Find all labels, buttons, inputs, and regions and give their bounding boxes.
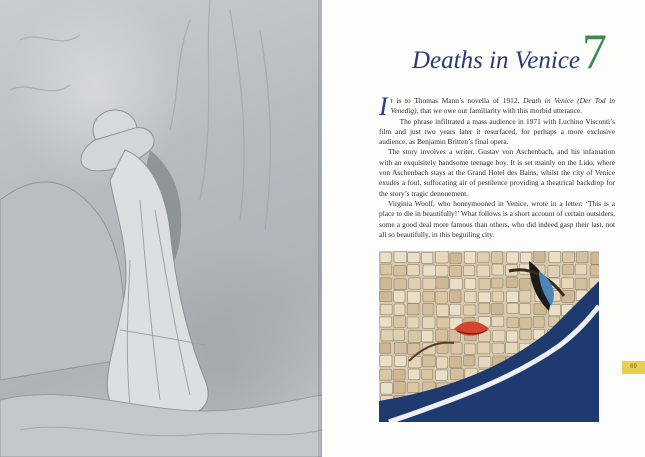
mosaic-tile <box>492 252 503 264</box>
mosaic-tile <box>381 383 393 395</box>
mosaic-tile <box>591 253 599 264</box>
mosaic-tile <box>395 355 406 366</box>
mosaic-tile <box>491 278 503 288</box>
mosaic-illustration <box>379 251 599 422</box>
mosaic-tile <box>575 278 587 289</box>
mosaic-tile <box>408 331 421 343</box>
mosaic-tile <box>409 278 421 289</box>
mosaic-tile <box>450 369 463 380</box>
mosaic-tile <box>519 290 531 302</box>
mosaic-tile <box>493 330 505 341</box>
mosaic-tile <box>394 279 406 290</box>
mosaic-tile <box>505 342 518 353</box>
mosaic-tile <box>549 304 561 315</box>
mosaic-tile <box>507 303 519 313</box>
mosaic-tile <box>421 330 433 342</box>
mosaic-tile <box>533 316 544 327</box>
intro-text-start: t is to Thomas Mann’s novella of 1912, <box>390 96 524 105</box>
mosaic-tile <box>450 279 463 290</box>
mosaic-tile <box>521 252 532 262</box>
mosaic-tile <box>464 305 476 315</box>
mosaic-tile <box>393 329 405 340</box>
mosaic-tile <box>436 370 448 380</box>
mosaic-tile <box>478 357 490 368</box>
mosaic-tile <box>507 331 518 342</box>
mosaic-tile <box>437 305 449 317</box>
mosaic-tile <box>478 303 489 313</box>
mosaic-tile <box>464 252 475 264</box>
mosaic-tile <box>562 278 574 289</box>
paragraph-intro <box>379 92 615 121</box>
mosaic-tile <box>394 265 406 276</box>
mosaic-tile <box>533 251 545 262</box>
mosaic-tile <box>507 317 518 327</box>
mosaic-tile <box>437 318 450 328</box>
mosaic-tile <box>436 329 448 341</box>
page-number-tab: 69 <box>622 361 645 374</box>
chapter-title: Deaths in Venice <box>412 47 581 74</box>
mosaic-tile <box>394 291 405 302</box>
mosaic-tile <box>506 291 518 302</box>
mosaic-tile <box>449 265 461 276</box>
mosaic-tile <box>380 278 391 290</box>
mosaic-tile <box>422 369 433 379</box>
mosaic-tile <box>563 252 575 263</box>
mosaic-face-photo <box>379 251 599 422</box>
right-page <box>322 0 645 457</box>
mosaic-tile <box>562 291 575 303</box>
mosaic-tile <box>380 264 392 275</box>
mosaic-tile <box>379 317 392 327</box>
drop-cap: I <box>379 92 388 121</box>
mosaic-tile <box>381 330 394 341</box>
mosaic-tile <box>519 278 531 290</box>
paragraph-story: The story involves a writer, Gustav von Aschenbach, and his infatuation with an exquisitely handsome teenage boy. It is set mainly on the Lido, where von Aschenbach stays at the Grand Hotel des Bains, whilst the city of Venice exudes a foul, suffocating air of pestilence providing a theatrical backdrop for the story’s tragic denouement. <box>379 147 615 198</box>
mosaic-tile <box>422 356 435 367</box>
mosaic-tile <box>519 304 530 315</box>
mosaic-tile <box>492 291 503 302</box>
mosaic-tile <box>478 292 490 303</box>
mosaic-tile <box>576 251 588 263</box>
marble-relief-illustration <box>0 0 322 457</box>
mosaic-tile <box>507 252 518 263</box>
mosaic-tile <box>407 291 420 303</box>
mosaic-tile <box>423 303 434 315</box>
mosaic-tile <box>380 252 391 262</box>
mosaic-tile <box>408 369 419 379</box>
mosaic-tile <box>407 383 419 393</box>
mosaic-tile <box>464 355 475 366</box>
mosaic-tile <box>450 253 461 264</box>
mosaic-tile <box>380 369 392 380</box>
mosaic-tile <box>492 264 504 275</box>
mosaic-tile <box>394 316 406 327</box>
mosaic-tile <box>575 264 586 275</box>
mosaic-tile <box>548 265 560 277</box>
mosaic-tile <box>562 265 574 275</box>
mosaic-tile <box>394 304 405 315</box>
mosaic-tile <box>464 344 475 354</box>
mosaic-tile <box>423 278 436 289</box>
mosaic-tile <box>450 356 462 368</box>
mosaic-tile <box>549 252 561 263</box>
mosaic-tile <box>407 317 419 328</box>
mosaic-tile <box>379 343 390 353</box>
intro-text-end: , that we owe our familiarity with this morbid utterance. <box>416 106 583 116</box>
mosaic-tile <box>465 291 477 302</box>
marble-relief-photo <box>0 0 322 457</box>
mosaic-tile <box>477 265 490 277</box>
mosaic-tile <box>435 266 448 277</box>
paragraph-film-opera: The phrase infiltrated a mass audience in 1971 with Luchino Visconti’s film and just two years later it resurfaced, for perhaps a more exclusive audience, as Benjamin Britten’s final opera. <box>379 116 615 147</box>
mosaic-tile <box>492 316 504 326</box>
mosaic-tile <box>477 252 489 262</box>
mosaic-tile <box>394 251 407 262</box>
mosaic-tile <box>408 253 420 263</box>
mosaic-tile <box>465 278 476 289</box>
mosaic-tile <box>423 265 436 276</box>
mosaic-tile <box>477 342 490 354</box>
mosaic-tile <box>393 381 405 393</box>
chapter-body-text <box>379 92 615 240</box>
mosaic-tile <box>463 266 474 276</box>
mosaic-tile <box>393 370 405 380</box>
mosaic-tile <box>407 265 419 276</box>
mosaic-tile <box>407 304 419 315</box>
mosaic-tile <box>519 317 531 328</box>
mosaic-tile <box>450 304 461 315</box>
paragraph-woolf: Virginia Woolf, who honeymooned in Venice, wrote in a letter: ‘This is a place to die in beautifully!’ What follows is a short account of certain outsiders, some a good deal more famous than others, who did indeed gasp their last, not all so beautifully, in this beguiling city. <box>379 198 615 239</box>
mosaic-tile <box>436 277 449 288</box>
mosaic-tile <box>394 342 407 353</box>
mosaic-tile <box>520 329 532 340</box>
intro-italic-title: Death in Venice (Der Tod in Venedig) <box>390 96 615 116</box>
mosaic-tile <box>506 277 518 287</box>
mosaic-tile <box>435 291 447 303</box>
mosaic-tile <box>436 357 447 369</box>
mosaic-tile <box>479 278 490 289</box>
mosaic-tile <box>450 291 461 303</box>
mosaic-tile <box>451 343 462 355</box>
mosaic-tile <box>380 355 392 366</box>
mosaic-tile <box>379 291 392 301</box>
mosaic-tile <box>423 317 435 329</box>
mosaic-tile <box>435 251 448 263</box>
mosaic-tile <box>423 292 435 302</box>
mosaic-tile <box>421 252 432 263</box>
chapter-number: 7 <box>582 23 607 79</box>
mosaic-tile <box>380 304 392 314</box>
mosaic-tile <box>491 304 503 315</box>
mosaic-tile <box>492 343 504 353</box>
mosaic-tile <box>590 265 599 276</box>
